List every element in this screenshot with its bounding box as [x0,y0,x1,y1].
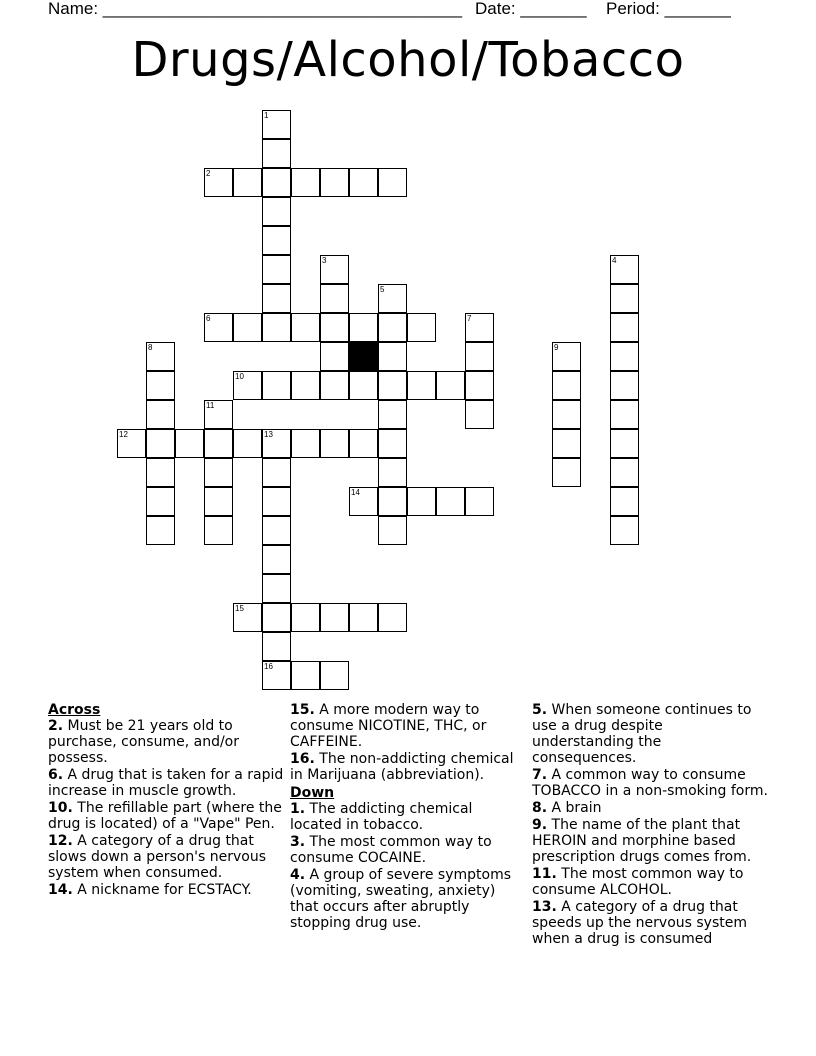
clue-number: 12. [48,833,73,849]
cell-number: 11 [206,401,215,410]
clue-number: 5. [532,702,548,718]
clue-down-1 [290,801,526,833]
clue-text: A common way to consume TOBACCO in a non-smoking form. [532,767,768,799]
clue-text: When someone continues to use a drug despite understanding the consequences. [532,702,752,766]
grid-cell[interactable] [610,458,639,487]
grid-cell[interactable] [610,284,639,313]
grid-cell[interactable] [262,168,291,197]
date-field-label: Date: _______ [475,0,587,18]
clue-down-7 [532,767,768,799]
grid-cell[interactable] [175,429,204,458]
grid-cell[interactable] [610,400,639,429]
cell-number: 6 [206,314,211,323]
clue-text: A category of a drug that slows down a person's nervous system when consumed. [48,833,267,881]
grid-cell[interactable] [407,313,436,342]
grid-cell[interactable] [465,342,494,371]
clue-number: 16. [290,751,315,767]
grid-cell-blocked [349,342,378,371]
grid-cell[interactable] [320,603,349,632]
grid-cell[interactable] [146,429,175,458]
clue-number: 10. [48,800,73,816]
cell-number: 1 [264,111,269,120]
grid-cell[interactable] [233,313,262,342]
grid-cell[interactable] [262,516,291,545]
grid-cell[interactable] [465,487,494,516]
grid-cell[interactable] [262,429,291,458]
clue-number: 8. [532,800,548,816]
grid-cell[interactable] [552,458,581,487]
grid-cell[interactable] [465,371,494,400]
clue-across-12 [48,833,284,881]
grid-cell[interactable] [233,168,262,197]
puzzle-title: Drugs/Alcohol/Tobacco [131,32,685,88]
clue-number: 7. [532,767,548,783]
cell-number: 13 [264,430,273,439]
clue-number: 9. [532,817,548,833]
grid-cell[interactable] [262,458,291,487]
grid-cell[interactable] [291,603,320,632]
clue-text: A brain [551,800,602,816]
clue-across-6 [48,767,284,799]
grid-cell[interactable] [407,371,436,400]
cell-number: 3 [322,256,327,265]
clue-number: 4. [290,867,306,883]
clue-number: 14. [48,882,73,898]
grid-cell[interactable] [233,429,262,458]
grid-cell[interactable] [378,400,407,429]
clue-text: Must be 21 years old to purchase, consume, and/or possess. [48,718,239,766]
grid-cell[interactable] [146,516,175,545]
grid-cell[interactable] [610,255,639,284]
grid-cell[interactable] [262,603,291,632]
clue-text: The name of the plant that HEROIN and morphine based prescription drugs comes from. [532,817,752,865]
grid-cell[interactable] [204,168,233,197]
grid-cell[interactable] [552,371,581,400]
grid-cell[interactable] [610,516,639,545]
grid-cell[interactable] [378,487,407,516]
grid-cell[interactable] [291,313,320,342]
clue-text: The most common way to consume COCAINE. [290,834,492,866]
clue-down-13 [532,899,768,947]
grid-cell[interactable] [291,168,320,197]
grid-cell[interactable] [146,342,175,371]
grid-cell[interactable] [610,429,639,458]
period-field-label: Period: _______ [606,0,731,18]
grid-cell[interactable] [378,342,407,371]
grid-cell[interactable] [320,284,349,313]
clue-number: 1. [290,801,306,817]
clue-down-5 [532,702,768,766]
grid-cell[interactable] [262,632,291,661]
down-heading: Down [290,785,335,801]
grid-cell[interactable] [146,371,175,400]
grid-cell[interactable] [378,458,407,487]
clue-text: A nickname for ECSTACY. [77,882,252,898]
grid-cell[interactable] [262,487,291,516]
grid-cell[interactable] [436,371,465,400]
grid-cell[interactable] [349,168,378,197]
grid-cell[interactable] [320,168,349,197]
clue-text: A group of severe symptoms (vomiting, sweating, anxiety) that occurs after abruptly stopping drug use. [290,867,512,931]
grid-cell[interactable] [262,661,291,690]
clue-down-4 [290,867,526,931]
grid-cell[interactable] [291,371,320,400]
grid-cell[interactable] [204,400,233,429]
grid-cell[interactable] [378,429,407,458]
grid-cell[interactable] [465,400,494,429]
grid-cell[interactable] [320,371,349,400]
clue-text: A drug that is taken for a rapid increase in muscle growth. [48,767,284,799]
grid-cell[interactable] [233,371,262,400]
grid-cell[interactable] [262,255,291,284]
grid-cell[interactable] [204,313,233,342]
grid-cell[interactable] [349,429,378,458]
cell-number: 15 [235,604,244,613]
clues-column-2 [290,700,526,932]
grid-cell[interactable] [349,371,378,400]
grid-cell[interactable] [610,342,639,371]
grid-cell[interactable] [262,313,291,342]
clue-number: 2. [48,718,64,734]
grid-cell[interactable] [146,458,175,487]
grid-cell[interactable] [320,429,349,458]
grid-cell[interactable] [204,429,233,458]
grid-cell[interactable] [262,284,291,313]
cell-number: 5 [380,285,385,294]
clue-text: A category of a drug that speeds up the nervous system when a drug is consumed [532,899,747,947]
grid-cell[interactable] [204,487,233,516]
grid-cell[interactable] [291,661,320,690]
grid-cell[interactable] [407,487,436,516]
cell-number: 9 [554,343,559,352]
grid-cell[interactable] [262,545,291,574]
grid-cell[interactable] [378,284,407,313]
grid-cell[interactable] [146,400,175,429]
cell-number: 7 [467,314,472,323]
grid-cell[interactable] [378,603,407,632]
grid-cell[interactable] [204,458,233,487]
clue-down-9 [532,817,768,865]
grid-cell[interactable] [262,226,291,255]
clues-column-1 [48,700,284,899]
grid-cell[interactable] [552,429,581,458]
clue-down-3 [290,834,526,866]
clue-across-15 [290,702,526,750]
grid-cell[interactable] [320,661,349,690]
cell-number: 4 [612,256,617,265]
grid-cell[interactable] [262,371,291,400]
grid-cell[interactable] [320,342,349,371]
grid-cell[interactable] [262,574,291,603]
clue-text: A more modern way to consume NICOTINE, THC, or CAFFEINE. [290,702,487,750]
clues-column-3 [532,700,768,948]
grid-cell[interactable] [610,313,639,342]
grid-cell[interactable] [262,110,291,139]
grid-cell[interactable] [436,487,465,516]
clue-number: 15. [290,702,315,718]
name-field-label: Name: ______________________________________ [48,0,463,18]
cell-number: 16 [264,662,273,671]
grid-cell[interactable] [465,313,494,342]
clue-text: The most common way to consume ALCOHOL. [532,866,744,898]
grid-cell[interactable] [349,487,378,516]
clue-across-10 [48,800,284,832]
grid-cell[interactable] [349,603,378,632]
clue-down-8 [532,800,768,816]
clue-number: 6. [48,767,64,783]
clue-down-11 [532,866,768,898]
across-heading: Across [48,702,101,718]
grid-cell[interactable] [610,487,639,516]
clue-number: 13. [532,899,557,915]
cell-number: 2 [206,169,211,178]
grid-cell[interactable] [349,313,378,342]
grid-cell[interactable] [320,313,349,342]
grid-cell[interactable] [204,516,233,545]
cell-number: 14 [351,488,360,497]
clue-number: 3. [290,834,306,850]
grid-cell[interactable] [262,139,291,168]
grid-cell[interactable] [552,400,581,429]
grid-cell[interactable] [291,429,320,458]
grid-cell[interactable] [610,371,639,400]
grid-cell[interactable] [378,313,407,342]
clue-across-14 [48,882,284,898]
cell-number: 12 [119,430,128,439]
grid-cell[interactable] [262,197,291,226]
grid-cell[interactable] [552,342,581,371]
clue-text: The addicting chemical located in tobacco. [290,801,473,833]
clue-text: The non-addicting chemical in Marijuana (abbreviation). [290,751,514,783]
grid-cell[interactable] [117,429,146,458]
clue-text: The refillable part (where the drug is located) of a "Vape" Pen. [48,800,282,832]
grid-cell[interactable] [378,168,407,197]
grid-cell[interactable] [378,516,407,545]
grid-cell[interactable] [146,487,175,516]
cell-number: 8 [148,343,153,352]
clue-across-16 [290,751,526,783]
clue-number: 11. [532,866,557,882]
cell-number: 10 [235,372,244,381]
grid-cell[interactable] [320,255,349,284]
clue-across-2 [48,718,284,766]
grid-cell[interactable] [233,603,262,632]
grid-cell[interactable] [378,371,407,400]
